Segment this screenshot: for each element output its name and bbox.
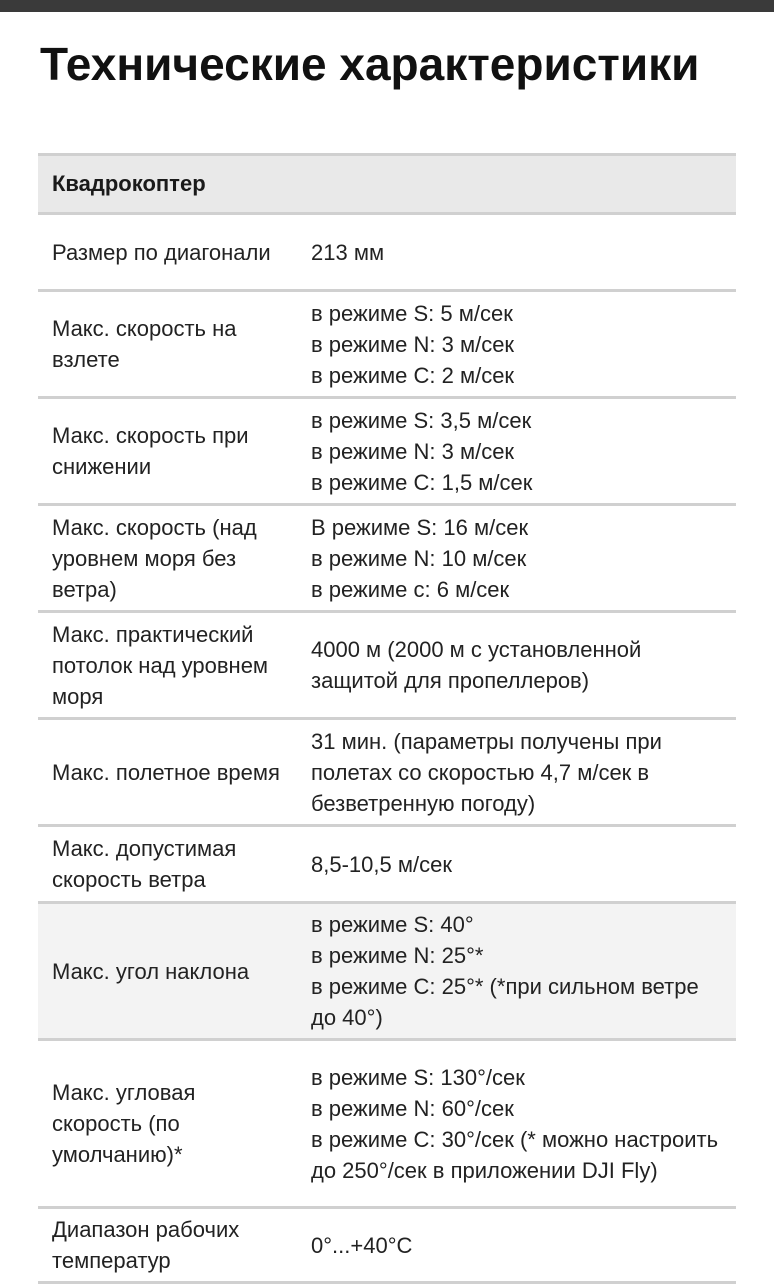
spec-label: Макс. угол наклона: [52, 958, 250, 984]
spec-value-line: в режиме N: 60°/сек: [311, 1095, 514, 1121]
spec-value: [296, 827, 736, 901]
spec-row-tilt-angle: [38, 904, 736, 1041]
spec-value-line: 0°...+40°C: [311, 1232, 413, 1258]
spec-value-line: 4000 м (2000 м с установленной защитой для пропеллеров): [311, 637, 642, 693]
spec-value-line: в режиме S: 40°: [311, 912, 474, 937]
section-header: Квадрокоптер: [38, 156, 736, 215]
spec-value-line: в режиме S: 3,5 м/сек: [311, 407, 532, 433]
spec-value: [296, 720, 736, 824]
spec-value-line: в режиме S: 130°/сек: [311, 1064, 525, 1090]
spec-value: [296, 1041, 736, 1206]
spec-value-line: в режиме C: 1,5 м/сек: [311, 469, 533, 495]
spec-row-angular-speed: [38, 1041, 736, 1209]
spec-value: [296, 506, 736, 610]
spec-label: Диапазон рабочих температур: [52, 1217, 240, 1273]
spec-value-line: 8,5-10,5 м/сек: [311, 851, 452, 877]
spec-value-line: в режиме C: 30°/сек (* можно настроить до 250°/сек в приложении DJI Fly): [311, 1126, 719, 1183]
spec-value-line: 213 мм: [311, 239, 385, 265]
spec-row-flight-time: [38, 720, 736, 827]
spec-value-line: в режиме N: 3 м/сек: [311, 438, 515, 464]
spec-value: [296, 613, 736, 717]
spec-value: [296, 1209, 736, 1281]
spec-value: [296, 292, 736, 396]
spec-label: Макс. скорость на взлете: [52, 316, 237, 372]
spec-label: Макс. полетное время: [52, 759, 280, 785]
spec-label: Размер по диагонали: [52, 239, 271, 265]
top-bar: [0, 0, 774, 12]
spec-value-line: в режиме N: 10 м/сек: [311, 545, 527, 571]
spec-label: Макс. угловая скорость (по умолчанию)*: [52, 1080, 196, 1167]
page-title: Технические характеристики: [40, 38, 700, 90]
spec-row-max-speed: [38, 506, 736, 613]
spec-table: [38, 153, 736, 1284]
spec-value-line: в режиме с: 6 м/сек: [311, 576, 510, 602]
spec-value-line: в режиме N: 25°*: [311, 943, 484, 968]
spec-value: [296, 399, 736, 503]
spec-value-line: В режиме S: 16 м/сек: [311, 514, 529, 540]
spec-label: Макс. допустимая скорость ветра: [52, 836, 237, 892]
spec-value-line: 31 мин. (параметры получены при полетах со скоростью 4,7 м/сек в безветренную погоду): [311, 728, 662, 816]
spec-row-takeoff-speed: [38, 292, 736, 399]
spec-value: [296, 904, 736, 1038]
spec-label: Макс. практический потолок над уровнем моря: [52, 621, 269, 709]
spec-value: [296, 215, 736, 289]
spec-row-diagonal: [38, 215, 736, 292]
spec-label: Макс. скорость при снижении: [52, 423, 249, 479]
spec-row-ceiling: [38, 613, 736, 720]
spec-row-wind-resistance: [38, 827, 736, 904]
spec-value-line: в режиме N: 3 м/сек: [311, 331, 515, 357]
spec-row-operating-temperature: [38, 1209, 736, 1284]
spec-value-line: в режиме C: 2 м/сек: [311, 362, 515, 388]
spec-label: Макс. скорость (над уровнем моря без ветра): [52, 514, 257, 602]
spec-row-descent-speed: [38, 399, 736, 506]
spec-value-line: в режиме C: 25°* (*при сильном ветре до 40°): [311, 974, 699, 1030]
spec-value-line: в режиме S: 5 м/сек: [311, 300, 513, 326]
